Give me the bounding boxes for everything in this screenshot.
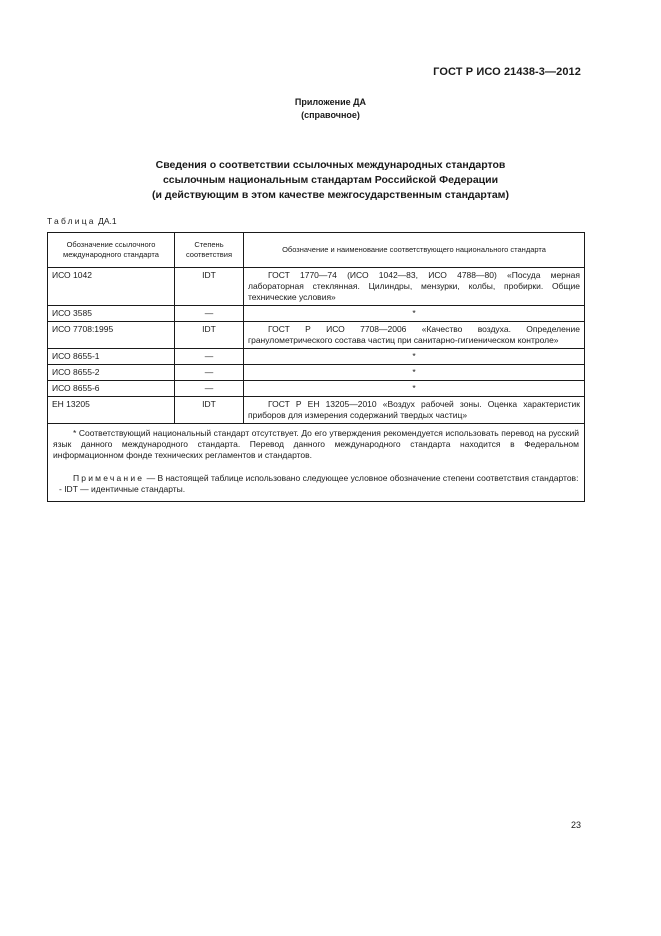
- cell-national: ГОСТ 1770—74 (ИСО 1042—83, ИСО 4788—80) «Посуда мерная лабораторная стеклянная. Цилиндры, мензурки, колбы, пробирки. Общие технические условия»: [244, 268, 585, 306]
- cell-intl: ИСО 7708:1995: [48, 322, 175, 349]
- cell-intl: ИСО 8655-6: [48, 381, 175, 397]
- legend-item: - IDT — идентичные стандарты.: [59, 484, 186, 494]
- note-paragraph: [53, 473, 579, 484]
- table-caption: [47, 216, 117, 226]
- table-caption-word: Таблица: [47, 216, 96, 226]
- footnote-text: * Соответствующий национальный стандарт отсутствует. До его утверждения рекомендуется использовать перевод на русский язык данного международного стандарта. Перевод данного международного стандарта находится в Федеральном информационном фонде технических регламентов и стандартов.: [53, 428, 579, 460]
- title-line-1: Сведения о соответствии ссылочных международных стандартов: [155, 159, 506, 171]
- table-row: [48, 268, 585, 306]
- title-line-3: (и действующим в этом качестве межгосударственным стандартам): [152, 189, 509, 201]
- title-line-2: ссылочным национальным стандартам Российской Федерации: [162, 174, 499, 186]
- cell-degree: —: [175, 381, 244, 397]
- cell-national: ГОСТ Р ИСО 7708—2006 «Качество воздуха. Определение гранулометрического состава частиц при санитарно-гигиеническом контроле»: [244, 322, 585, 349]
- correspondence-table: [47, 232, 585, 502]
- document-code: ГОСТ Р ИСО 21438-3—2012: [433, 66, 581, 78]
- cell-degree: IDT: [175, 397, 244, 424]
- cell-intl: ЕН 13205: [48, 397, 175, 424]
- table-row: [48, 306, 585, 322]
- section-title: [0, 158, 661, 203]
- cell-intl: ИСО 8655-2: [48, 365, 175, 381]
- cell-national: *: [244, 306, 585, 322]
- table-caption-id: ДА.1: [98, 216, 117, 226]
- cell-intl: ИСО 8655-1: [48, 349, 175, 365]
- cell-degree: —: [175, 306, 244, 322]
- cell-national: ГОСТ Р ЕН 13205—2010 «Воздух рабочей зоны. Оценка характеристик приборов для измерения содержаний твердых частиц»: [244, 397, 585, 424]
- table-footnote-cell: [48, 424, 585, 502]
- note-text: — В настоящей таблице использовано следующее условное обозначение степени соответствия стандартов:: [146, 473, 579, 483]
- table-row: [48, 397, 585, 424]
- table-row: [48, 381, 585, 397]
- cell-intl: ИСО 3585: [48, 306, 175, 322]
- cell-intl: ИСО 1042: [48, 268, 175, 306]
- table-row: [48, 365, 585, 381]
- appendix-subtitle: (справочное): [301, 110, 360, 120]
- cell-degree: —: [175, 365, 244, 381]
- table-header-row: [48, 233, 585, 268]
- header-intl-standard: Обозначение ссылочного международного стандарта: [48, 233, 175, 268]
- table-footnote-row: [48, 424, 585, 502]
- page-number: 23: [570, 820, 581, 830]
- table-row: [48, 322, 585, 349]
- cell-national: *: [244, 349, 585, 365]
- cell-degree: IDT: [175, 322, 244, 349]
- table-row: [48, 349, 585, 365]
- cell-national: *: [244, 381, 585, 397]
- header-degree: Степень соответствия: [175, 233, 244, 268]
- appendix-heading: [0, 96, 661, 122]
- cell-degree: —: [175, 349, 244, 365]
- cell-degree: IDT: [175, 268, 244, 306]
- header-national-standard: Обозначение и наименование соответствующего национального стандарта: [244, 233, 585, 268]
- appendix-title: Приложение ДА: [294, 97, 367, 107]
- note-label: Примечание: [73, 473, 145, 483]
- cell-national: *: [244, 365, 585, 381]
